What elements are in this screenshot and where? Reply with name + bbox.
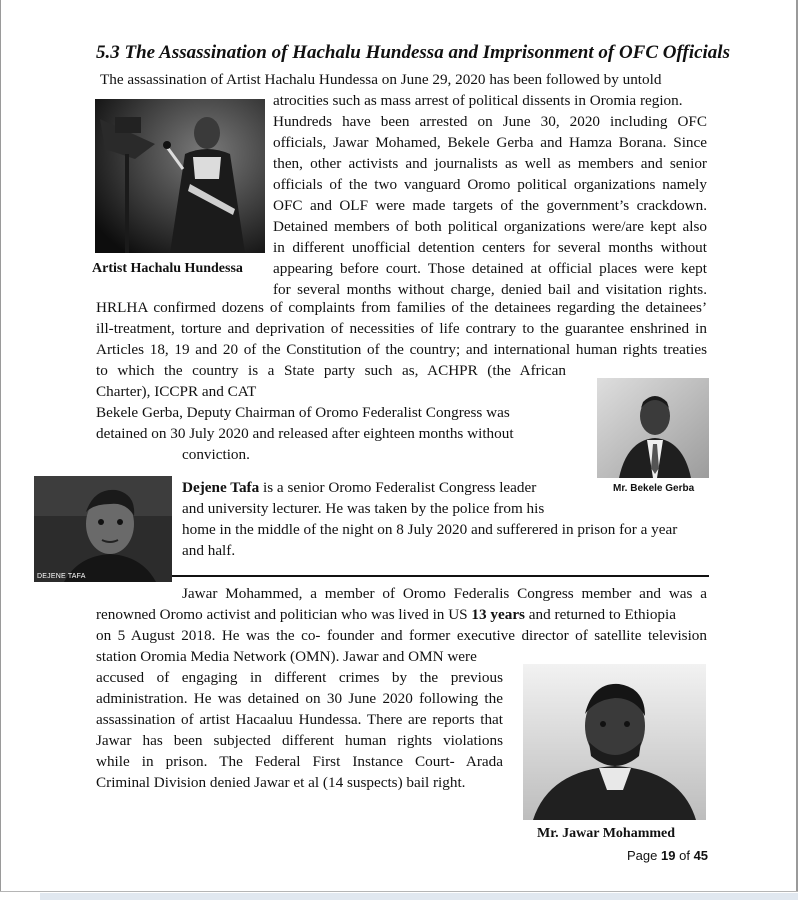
intro-line: The assassination of Artist Hachalu Hundessa on June 29, 2020 has been followed by untold [100, 71, 662, 88]
intro-line: ill-treatment, torture and deprivation of necessities of life contrary to the guarantee enshrined in [96, 320, 707, 337]
intro-line: officials of the two vanguard Oromo political organizations namely [273, 176, 707, 193]
page-left-edge [0, 0, 1, 892]
dejene-line: and university lecturer. He was taken by the police from his [182, 500, 545, 517]
intro-line: HRLHA confirmed dozens of complaints from families of the detainees regarding the detainees’ [96, 299, 707, 316]
bekele-line: conviction. [182, 446, 250, 463]
intro-line: Detained members of both political organizations were/are kept also [273, 218, 707, 235]
jawar-line: administration. He was detained on 30 June 2020 following the [96, 690, 503, 707]
bekele-caption: Mr. Bekele Gerba [613, 483, 695, 494]
section-divider [172, 575, 709, 577]
jawar-line: on 5 August 2018. He was the co- founder and former executive director of satellite television [96, 627, 707, 644]
intro-line: then, other activists and journalists as well as members and senior [273, 155, 707, 172]
bekele-line: Bekele Gerba, Deputy Chairman of Oromo Federalist Congress was [96, 404, 510, 421]
hachalu-photo [95, 99, 265, 253]
intro-line: appearing before court. Those detained at official places were kept [273, 260, 707, 277]
viewer-bottom-strip [40, 893, 798, 900]
jawar-photo [523, 664, 706, 820]
intro-line: Charter), ICCPR and CAT [96, 383, 257, 400]
bekele-line: detained on 30 July 2020 and released after eighteen months without [96, 425, 514, 442]
page-total: 45 [693, 848, 709, 863]
dejene-name: Dejene Tafa [182, 479, 260, 496]
hachalu-caption: Artist Hachalu Hundessa [92, 261, 243, 276]
intro-line: officials, Jawar Mohamed, Bekele Gerba and Hamza Borana. Since [273, 134, 707, 151]
dejene-photo [34, 476, 172, 582]
page-number [627, 848, 708, 863]
jawar-line: station Oromia Media Network (OMN). Jawar and OMN were [96, 648, 477, 665]
intro-line: in different unofficial detention centers for several months without [273, 239, 707, 256]
page-bottom-border [0, 891, 798, 892]
dejene-line-text: is a senior Oromo Federalist Congress leader [259, 479, 537, 496]
page-word: Page [627, 848, 658, 863]
section-heading: 5.3 The Assassination of Hachalu Hundessa and Imprisonment of OFC Officials [96, 42, 730, 63]
intro-line: for several months without charge, denied bail and visitation rights. [273, 281, 707, 298]
intro-line: Hundreds have been arrested on June 30, 2020 including OFC [273, 113, 707, 130]
jawar-line: Jawar has been subjected different human rights violations [96, 732, 503, 749]
intro-line: atrocities such as mass arrest of political dissents in Oromia region. [273, 92, 683, 109]
intro-line: Articles 18, 19 and 20 of the Constitution of the country; and international human rights treaties [96, 341, 707, 358]
dejene-photo-label: DEJENE TAFA [37, 573, 86, 580]
jawar-caption: Mr. Jawar Mohammed [537, 826, 676, 841]
jawar-line: assassination of artist Hacaaluu Hundessa. There are reports that [96, 711, 503, 728]
bekele-photo [597, 378, 709, 478]
page-of: of [679, 848, 690, 863]
jawar-line [96, 605, 676, 626]
intro-line: OFC and OLF were made targets of the government’s crackdown. [273, 197, 707, 214]
jawar-line: Criminal Division denied Jawar et al (14 suspects) bail right. [96, 774, 466, 791]
jawar-line: accused of engaging in different crimes by the previous [96, 669, 503, 686]
intro-line: to which the country is a State party such as, ACHPR (the African [96, 362, 566, 379]
dejene-line [182, 478, 536, 499]
dejene-line: home in the middle of the night on 8 July 2020 and sufferered in prison for a year [182, 521, 678, 538]
jawar-line: while in prison. The Federal First Instance Court- Arada [96, 753, 503, 770]
jawar-years: 13 years [471, 606, 525, 623]
jawar-line: Jawar Mohammed, a member of Oromo Federalis Congress member and was a [182, 585, 707, 602]
page-current: 19 [661, 848, 676, 863]
dejene-line: and half. [182, 542, 236, 559]
jawar-line-text: and returned to Ethiopia [524, 606, 676, 623]
jawar-line-text: renowned Oromo activist and politician who was lived in US [96, 606, 472, 623]
